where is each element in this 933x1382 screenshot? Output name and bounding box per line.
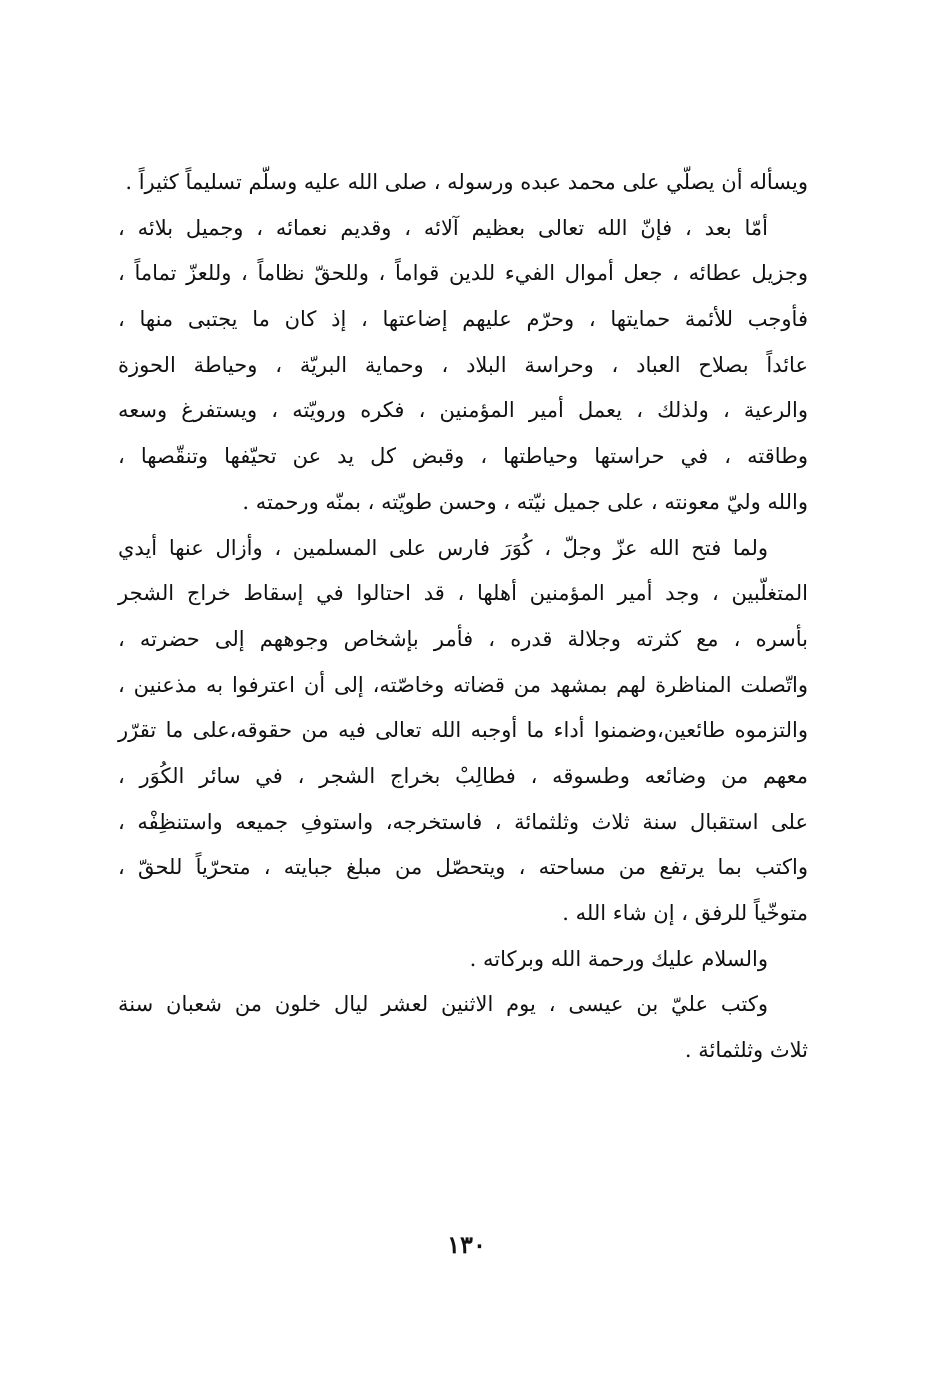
text-line: والله وليّ معونته ، على جميل نيّته ، وحسن طويّته ، بمنّه ورحمته . [242,489,808,514]
text-line: وجزيل عطائه ، جعل أموال الفيء للدين قواماً ، وللحقّ نظاماً ، وللعزّ تماماً ، [118,261,808,286]
text-line: والسلام عليك ورحمة الله وبركاته . [469,946,768,971]
text-line: واكتب بما يرتفع من مساحته ، ويتحصّل من مبلغ جبايته ، متحرّياً للحقّ ، [118,855,808,880]
body-text [118,160,808,1074]
text-line: والتزموه طائعين،وضمنوا أداء ما أوجبه الله تعالى فيه من حقوقه،على ما تقرّر [118,718,808,743]
page-number: ١٣٠ [447,1230,486,1259]
text-line: على استقبال سنة ثلاث وثلثمائة ، فاستخرجه، واستوفِ جميعه واستنظِفْه ، [118,809,808,834]
text-line: وطاقته ، في حراستها وحياطتها ، وقبض كل يد عن تحيّفها وتنقّصها ، [118,444,808,469]
text-line: فأوجب للأئمة حمايتها ، وحرّم عليهم إضاعتها ، إذ كان ما يجتبى منها ، [118,307,808,332]
text-line: ثلاث وثلثمائة . [684,1038,808,1063]
text-line: بأسره ، مع كثرته وجلالة قدره ، فأمر بإشخاص وجوههم إلى حضرته ، [118,626,808,651]
text-line: واتّصلت المناظرة لهم بمشهد من قضاته وخاصّته، إلى أن اعترفوا به مذعنين ، [118,672,808,697]
text-line: عائداً بصلاح العباد ، وحراسة البلاد ، وحماية البريّة ، وحياطة الحوزة [118,352,808,377]
text-line: والرعية ، ولذلك ، يعمل أمير المؤمنين ، فكره ورويّته ، ويستفرغ وسعه [118,398,808,423]
text-line: المتغلّبين ، وجد أمير المؤمنين أهلها ، قد احتالوا في إسقاط خراج الشجر [118,581,808,606]
text-line: وكتب عليّ بن عيسى ، يوم الاثنين لعشر ليال خلون من شعبان سنة [118,992,768,1017]
text-line: أمّا بعد ، فإنّ الله تعالى بعظيم آلائه ، وقديم نعمائه ، وجميل بلائه ، [118,215,768,240]
text-line: متوخّياً للرفق ، إن شاء الله . [562,901,808,925]
text-line: ولما فتح الله عزّ وجلّ ، كُوَرَ فارس على المسلمين ، وأزال عنها أيدي [118,535,768,560]
text-line: معهم من وضائعه وطسوقه ، فطالِبْ بخراج الشجر ، في سائر الكُوَر ، [118,763,808,788]
text-line: ويسأله أن يصلّي على محمد عبده ورسوله ، صلى الله عليه وسلّم تسليماً كثيراً . [125,170,808,194]
